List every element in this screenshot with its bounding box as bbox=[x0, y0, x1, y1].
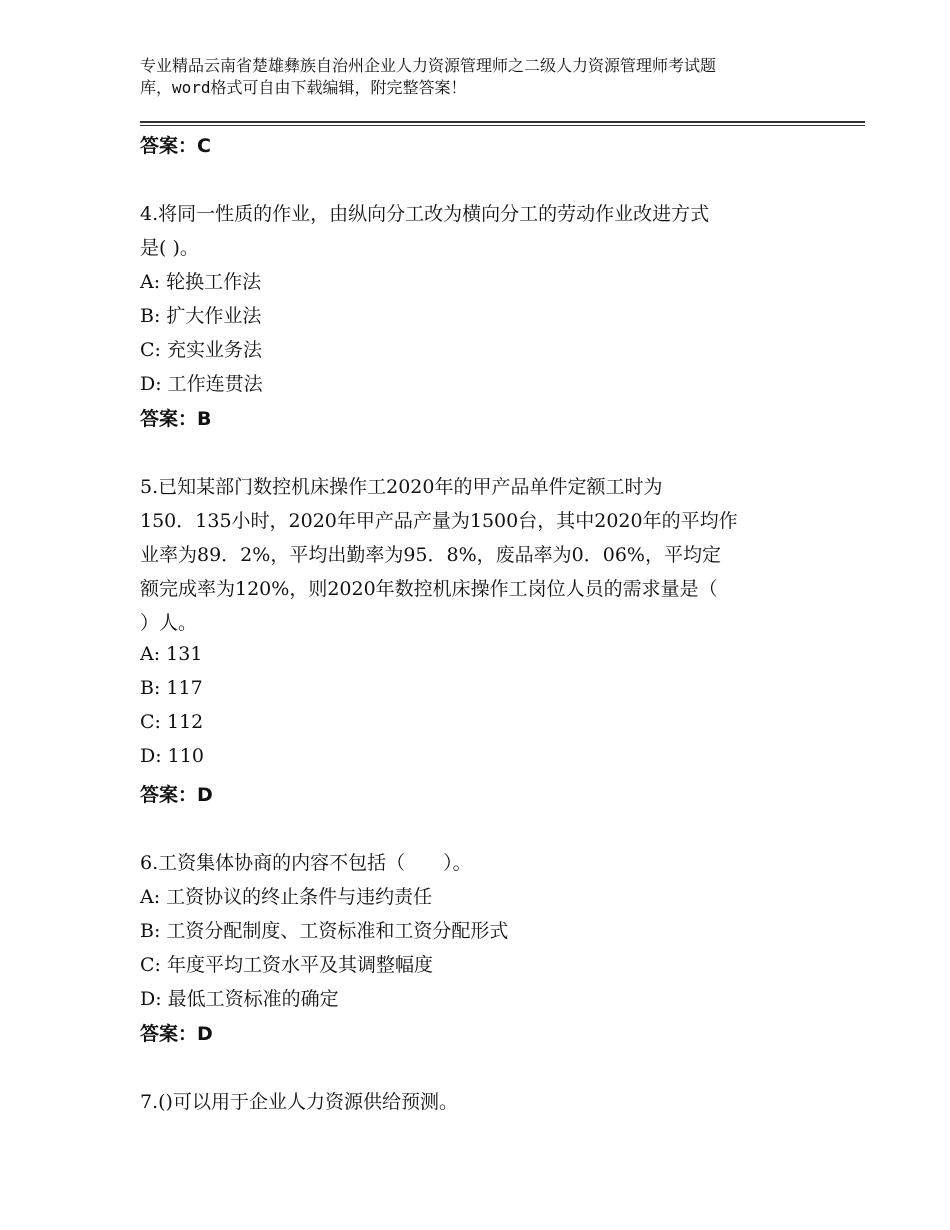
question-stem-line: 7.()可以用于企业人力资源供给预测。 bbox=[140, 1091, 458, 1113]
header-divider-thin bbox=[140, 125, 865, 126]
question-stem-line: ）人。 bbox=[140, 612, 198, 634]
question-stem-line: 5.已知某部门数控机床操作工2020年的甲产品单件定额工时为 bbox=[140, 476, 663, 498]
option-d: D: 110 bbox=[140, 745, 204, 767]
option-c: C: 年度平均工资水平及其调整幅度 bbox=[140, 954, 433, 976]
option-b: B: 扩大作业法 bbox=[140, 305, 262, 327]
question-stem-line: 是( )。 bbox=[140, 237, 199, 259]
option-a: A: 轮换工作法 bbox=[140, 271, 262, 293]
question-stem-line: 4.将同一性质的作业，由纵向分工改为横向分工的劳动作业改进方式 bbox=[140, 203, 710, 225]
option-a: A: 工资协议的终止条件与违约责任 bbox=[140, 886, 433, 908]
header-divider-thick bbox=[140, 121, 865, 123]
question-stem-line: 业率为89．2%，平均出勤率为95．8%，废品率为0．06%，平均定 bbox=[140, 544, 721, 566]
option-a: A: 131 bbox=[140, 643, 203, 665]
question-stem-line: 额完成率为120%，则2020年数控机床操作工岗位人员的需求量是（ bbox=[140, 578, 718, 600]
option-c: C: 充实业务法 bbox=[140, 339, 262, 361]
document-header bbox=[140, 55, 820, 99]
answer-label: 答案：B bbox=[140, 408, 212, 430]
option-b: B: 工资分配制度、工资标准和工资分配形式 bbox=[140, 920, 509, 942]
answer-label: 答案：D bbox=[140, 1023, 213, 1045]
question-stem-line: 6.工资集体协商的内容不包括（ ）。 bbox=[140, 852, 472, 874]
answer-previous: 答案：C bbox=[140, 135, 211, 157]
question-stem-line: 150．135小时，2020年甲产品产量为1500台，其中2020年的平均作 bbox=[140, 510, 738, 532]
option-d: D: 最低工资标准的确定 bbox=[140, 988, 339, 1010]
option-b: B: 117 bbox=[140, 677, 203, 699]
option-c: C: 112 bbox=[140, 711, 204, 733]
option-d: D: 工作连贯法 bbox=[140, 373, 263, 395]
header-line-2: 库，word格式可自由下载编辑，附完整答案！ bbox=[140, 78, 467, 97]
answer-label: 答案：D bbox=[140, 784, 213, 806]
header-line-1: 专业精品云南省楚雄彝族自治州企业人力资源管理师之二级人力资源管理师考试题 bbox=[140, 56, 717, 75]
